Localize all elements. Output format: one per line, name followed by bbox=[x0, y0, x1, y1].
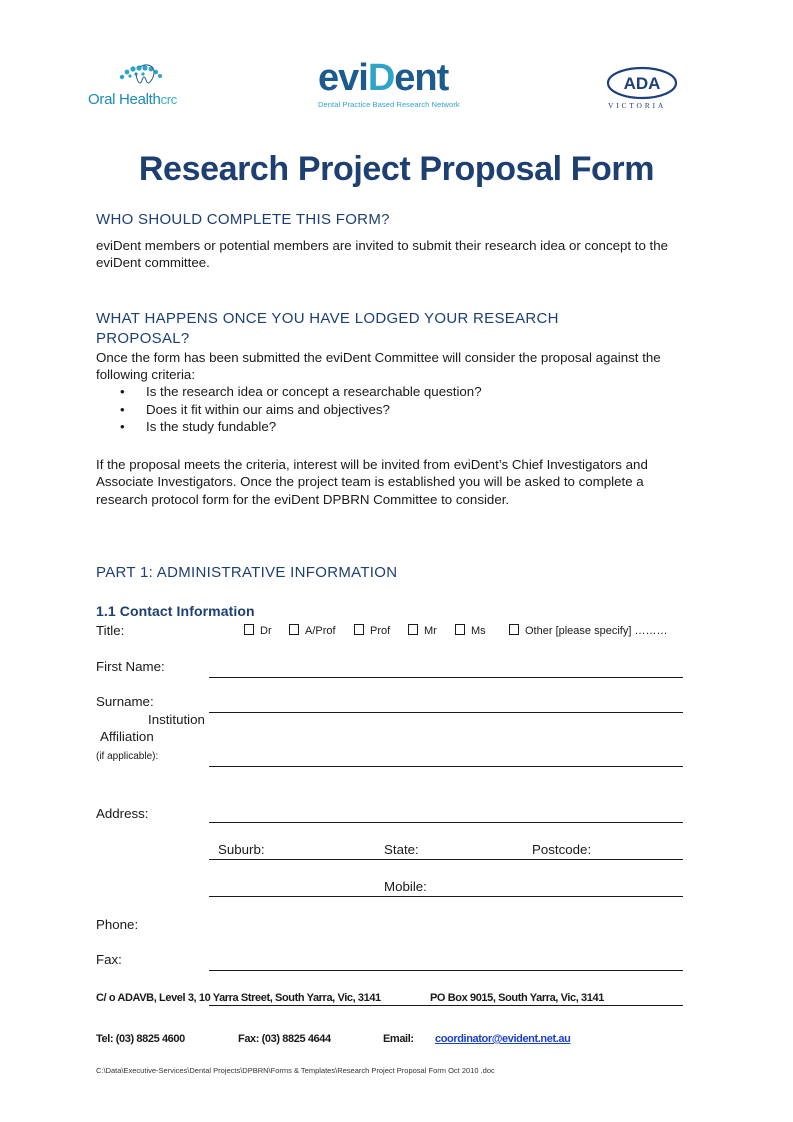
institution-label: Institution bbox=[148, 712, 205, 727]
address-label: Address: bbox=[96, 806, 149, 821]
first-name-field[interactable] bbox=[209, 677, 683, 678]
evident-wordmark: eviDent bbox=[318, 57, 449, 99]
footer-divider bbox=[209, 1005, 683, 1006]
ada-oval-icon bbox=[606, 66, 678, 100]
page-title: Research Project Proposal Form bbox=[138, 150, 655, 188]
title-option-mr[interactable]: Mr bbox=[408, 624, 437, 637]
bullet: • bbox=[120, 419, 125, 434]
title-option-dr[interactable]: Dr bbox=[244, 624, 272, 637]
list-item: • Is the research idea or concept a researchable question? bbox=[120, 384, 482, 399]
ada-victoria-logo bbox=[606, 66, 680, 110]
checkbox[interactable] bbox=[455, 624, 465, 635]
section-what-heading-line1: WHAT HAPPENS ONCE YOU HAVE LODGED YOUR RESEARCH bbox=[96, 310, 559, 327]
teeth-dots-icon bbox=[116, 63, 166, 85]
surname-field[interactable] bbox=[209, 712, 683, 713]
footer-address-street: C/ o ADAVB, Level 3, 10 Yarra Street, South Yarra, Vic, 3141 bbox=[96, 992, 381, 1004]
checkbox[interactable] bbox=[354, 624, 364, 635]
section-what-intro: Once the form has been submitted the eviDent Committee will consider the proposal against the following criteria: bbox=[96, 350, 661, 383]
postcode-label: Postcode: bbox=[532, 842, 592, 857]
mobile-label: Mobile: bbox=[384, 879, 427, 894]
file-path: C:\Data\Executive-Services\Dental Projects\DPBRN\Forms & Templates\Research Project Proposal Form Oct 2010 .doc bbox=[96, 1066, 495, 1075]
footer-email-link[interactable]: coordinator@evident.net.au bbox=[435, 1033, 571, 1045]
footer-fax: Fax: (03) 8825 4644 bbox=[238, 1033, 331, 1045]
affiliation-label: Affiliation bbox=[100, 729, 154, 744]
state-label: State: bbox=[384, 842, 419, 857]
phone-label: Phone: bbox=[96, 917, 139, 932]
ada-victoria-label: VICTORIA bbox=[608, 101, 667, 110]
checkbox[interactable] bbox=[408, 624, 418, 635]
section-who-heading: WHO SHOULD COMPLETE THIS FORM? bbox=[96, 211, 390, 228]
bullet: • bbox=[120, 401, 125, 417]
criteria-list bbox=[96, 383, 482, 436]
contact-info-subheading: 1.1 Contact Information bbox=[96, 603, 255, 619]
evident-tagline: Dental Practice Based Research Network bbox=[318, 100, 460, 109]
oral-health-crc-logo bbox=[88, 63, 198, 113]
ada-mark: ADA bbox=[623, 74, 661, 93]
address-field[interactable] bbox=[209, 822, 683, 823]
footer-email-label: Email: bbox=[383, 1033, 414, 1045]
fax-field[interactable] bbox=[209, 970, 683, 971]
suburb-label: Suburb: bbox=[218, 842, 265, 857]
list-item: • Is the study fundable? bbox=[120, 419, 277, 434]
title-label: Title: bbox=[96, 623, 125, 638]
suburb-state-postcode-field[interactable] bbox=[209, 859, 683, 860]
section-what-outro: If the proposal meets the criteria, interest will be invited from eviDent’s Chief Investigators and Associate Investigators. Once the project team is established you will be asked to complete a research protocol form for the eviDent DPBRN Committee to consider. bbox=[96, 457, 648, 507]
bullet: • bbox=[120, 384, 125, 399]
oral-health-wordmark: Oral Healthcrc bbox=[88, 91, 178, 108]
section-what-heading-line2: PROPOSAL? bbox=[96, 330, 190, 347]
title-option-prof[interactable]: Prof bbox=[354, 624, 390, 637]
list-item: • Does it fit within our aims and objectives? bbox=[120, 401, 390, 417]
checkbox[interactable] bbox=[244, 624, 254, 635]
surname-label: Surname: bbox=[96, 694, 154, 709]
first-name-label: First Name: bbox=[96, 659, 165, 674]
institution-field[interactable] bbox=[209, 766, 683, 767]
part1-heading: PART 1: ADMINISTRATIVE INFORMATION bbox=[96, 564, 398, 581]
checkbox[interactable] bbox=[289, 624, 299, 635]
footer-address-pobox: PO Box 9015, South Yarra, Vic, 3141 bbox=[430, 992, 604, 1004]
checkbox[interactable] bbox=[509, 624, 519, 635]
mobile-field[interactable] bbox=[209, 896, 683, 897]
section-who-text: eviDent members or potential members are invited to submit their research idea or concept to the eviDent committee. bbox=[96, 238, 669, 271]
title-option-ms[interactable]: Ms bbox=[455, 624, 486, 637]
if-applicable-label: (if applicable): bbox=[96, 751, 159, 762]
evident-logo bbox=[318, 58, 478, 118]
footer-tel: Tel: (03) 8825 4600 bbox=[96, 1033, 185, 1045]
title-option-other[interactable]: Other [please specify] ……… bbox=[509, 624, 667, 637]
fax-label: Fax: bbox=[96, 952, 122, 967]
title-option-aprof[interactable]: A/Prof bbox=[289, 624, 336, 637]
